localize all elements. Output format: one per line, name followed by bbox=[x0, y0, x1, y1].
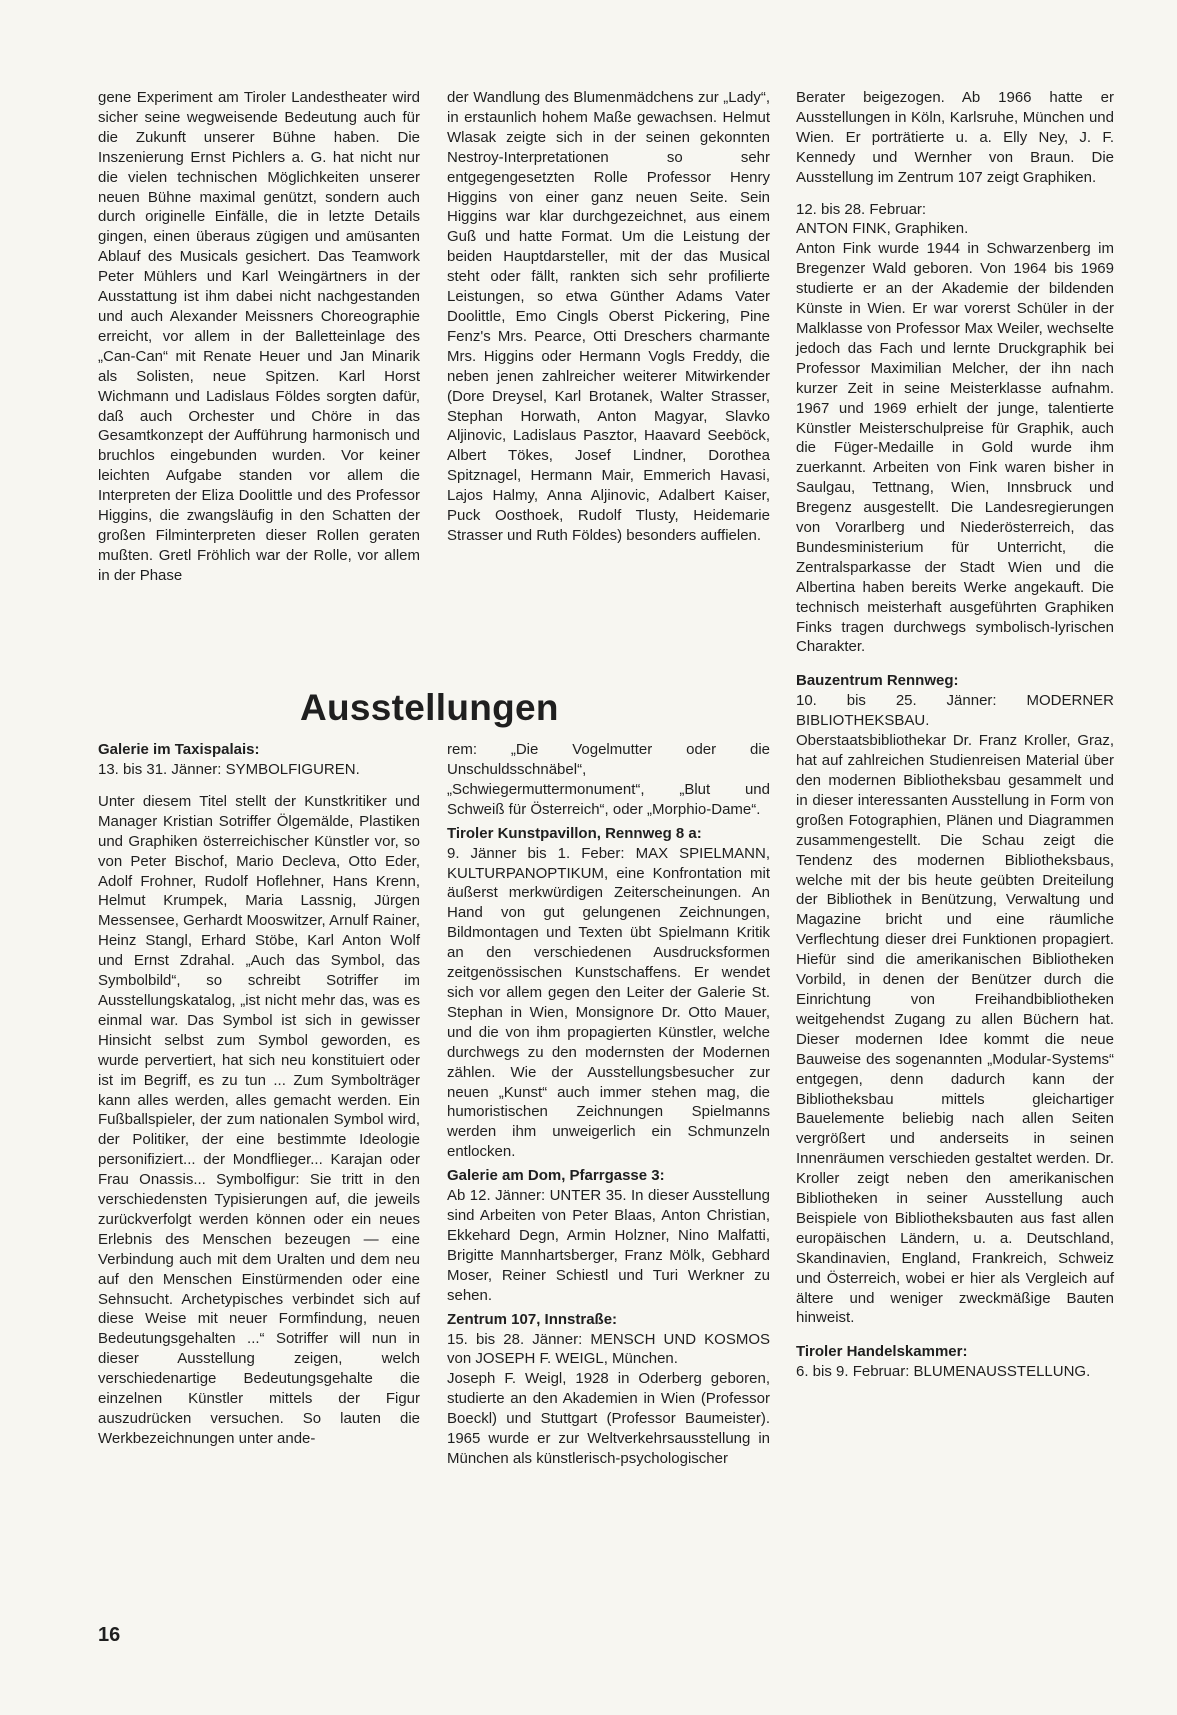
galerie-dom-body: Ab 12. Jänner: UNTER 35. In dieser Ausstellung sind Arbeiten von Peter Blaas, Anton Christian, Ekkehard Degn, Armin Holzner, Nino Malfatti, Brigitte Mannhartsberger, Franz Mölk, Gebhard Moser, Reiner Schiestl und Turi Werkner zu sehen. bbox=[447, 1187, 770, 1304]
taxispalais-dates: 13. bis 31. Jänner: SYMBOLFIGUREN. bbox=[98, 761, 360, 778]
column-1-lower bbox=[98, 740, 420, 1449]
theater-review-part-1: gene Experiment am Tiroler Landestheater wird sicher seine wegweisende Bedeutung auch für die Zukunft unserer Bühne haben. Die Inszenierung Ernst Pichlers a. G. hat nicht nur die vielen technischen Möglichkeiten unserer neuen Bühne maximal genützt, sondern auch durch originelle Einfälle, die in letzte Details gingen, einen überaus zügigen und amüsanten Ablauf des Musicals gesichert. Das Teamwork Peter Mühlers und Karl Weingärtners in der Ausstattung ist ihm dabei nicht nachgestanden und auch Alexander Meissners Choreographie erreicht, vor allem in der Balletteinlage des „Can-Can“ mit Renate Heuer und Jan Minarik als Solisten, neue Spitzen. Karl Horst Wichmann und Ladislaus Földes sorgten dafür, daß auch Orchester und Chöre in das Gesamtkonzept der Aufführung harmonisch und bruchlos eingebunden wurden. Vor keiner leichten Aufgabe standen vor allem die Interpreten der Eliza Doolittle und des Professor Higgins, die zwangsläufig in den Schatten der großen Filminterpreten dieser Rollen geraten mußten. Gretl Fröhlich war der Rolle, vor allem in der Phase bbox=[98, 89, 420, 584]
zentrum-107-dates: 15. bis 28. Jänner: MENSCH UND KOSMOS von JOSEPH F. WEIGL, München. bbox=[447, 1330, 770, 1368]
zentrum-107-body: Joseph F. Weigl, 1928 in Oderberg geboren, studierte an den Akademien in Wien (Professor Boeckl) und Stuttgart (Professor Baumeister). 1965 wurde er zur Weltverkehrsausstellung in München als künstlerisch-psychologischer bbox=[447, 1370, 770, 1467]
handelskammer-dates: 6. bis 9. Februar: BLUMENAUSSTELLUNG. bbox=[796, 1363, 1091, 1381]
kunstpavillon-heading: Tiroler Kunstpavillon, Rennweg 8 a: bbox=[447, 824, 702, 842]
column-1-top bbox=[98, 88, 420, 586]
section-headline: Ausstellungen bbox=[300, 687, 559, 728]
fink-dates: 12. bis 28. Februar: bbox=[796, 200, 927, 218]
galerie-dom-heading: Galerie am Dom, Pfarrgasse 3: bbox=[447, 1167, 665, 1185]
column-2-top bbox=[447, 88, 770, 546]
weigl-text-end: Berater beigezogen. Ab 1966 hatte er Ausstellungen in Köln, Karlsruhe, München und Wien. Er porträtierte u. a. Elly Ney, J. F. Kennedy und Wernher von Braun. Die Ausstellung im Zentrum 107 zeigt Graphiken. bbox=[796, 89, 1114, 186]
bauzentrum-body: Oberstaatsbibliothekar Dr. Franz Kroller, Graz, hat auf zahlreichen Studienreisen Material über den modernen Bibliotheksbau gesammelt und in dieser interessanten Ausstellung in Form von großen Fotographien, Plänen und Diagrammen zusammengestellt. Die Schau zeigt die Tendenz des modernen Bibliotheksbaus, welche mit der bis heute geübten Dreiteilung der Bibliothek in Benützung, Verwaltung und Magazine bricht und eine räumliche Verflechtung dieser drei Funktionen propagiert. Hiefür sind die amerikanischen Bibliotheken Vorbild, in denen der Benützer durch die Einrichtung von Freihandbibliotheken weitgehendst Zugang zu allen Büchern hat. Dieser modernen Idee kommt die neue Bauweise des sogenannten „Modular-Systems“ entgegen, denn dadurch kann der Bibliotheksbau mittels gleichartiger Bauelemente beliebig nach allen Seiten vergrößert und anderseits in seinen Innenräumen verschieden gestaltet werden. Dr. Kroller zeigt neben den amerikanischen Bibliotheken in seiner Ausstellung auch Beispiele von Bibliotheksbauten aus fast allen europäischen Ländern, u. a. Deutschland, Skandinavien, England, Frankreich, Schweiz und Österreich, wobei er hier als Vergleich auf ältere und weniger zweckmäßige Bauten hinweist. bbox=[796, 732, 1114, 1327]
column-3 bbox=[796, 88, 1114, 1382]
theater-review-part-2: der Wandlung des Blumenmädchens zur „Lady“, in erstaunlich hohem Maße gewachsen. Helmut Wlasak zeigte sich in der seinen gekonnten Nestroy-Interpretationen so sehr entgegengesetzten Rolle Professor Henry Higgins von einer ganz neuen Seite. Sein Higgins war klar durchgezeichnet, aus einem Guß und hatte Format. Um die Leistung der beiden Hauptdarsteller, mit der das Musical steht oder fällt, rankten sich sehr profilierte Leistungen, so etwa Günther Adams Vater Doolittle, Emo Cingls Oberst Pickering, Pine Fenz's Mrs. Pearce, Otti Dreschers charmante Mrs. Higgins oder Hermann Vogls Freddy, die neben jenen zahlreicher weiterer Mitwirkender (Dore Dreysel, Karl Brotanek, Walter Strasser, Stephan Horwath, Anton Magyar, Slavko Aljinovic, Ladislaus Pasztor, Haavard Seeböck, Albert Tökes, Josef Lindner, Dorothea Spitznagel, Hermann Mair, Emmerich Havasi, Lajos Halmy, Anna Aljinovic, Adalbert Kaiser, Puck Oosthoek, Rudolf Tlusty, Heidemarie Strasser und Ruth Földes) besonders auffielen. bbox=[447, 89, 770, 544]
taxispalais-body: Unter diesem Titel stellt der Kunstkritiker und Manager Kristian Sotriffer Ölgemälde, Plastiken und Graphiken österreichischer Künstler vor, so von Peter Bischof, Mario Decleva, Otto Eder, Adolf Frohner, Rudolf Hoflehner, Hans Krenn, Helmut Krumpek, Maria Lassnig, Jürgen Messensee, Gerhardt Mooswitzer, Arnulf Rainer, Heinz Stangl, Erhard Stöbe, Karl Anton Wolf und Ernst Zdrahal. „Auch das Symbol, das Symbolbild“, so schreibt Sotriffer im Ausstellungskatalog, „ist nicht mehr das, was es einmal war. Das Symbol ist sich in gewisser Hinsicht selbst zum Symbol geworden, es wurde pervertiert, hat sich neu konstituiert oder ist im Begriff, es zu tun ... Zum Symbolträger kann alles werden, alles gemacht werden. Ein Fußballspieler, der zum nationalen Symbol wird, der Politiker, der eine bestimmte Ideologie personifiziert... der Mondflieger... Karajan oder Frau Onassis... Symbolfigur: Sie tritt in den verschiedensten Typisierungen auf, die jeweils zurückverfolgt werden können oder ein neues Erlebnis des Menschen bezeugen — eine Verbindung auch mit dem Uralten und dem neu auf den Menschen Einstürmenden oder eine Sehnsucht. Archetypisches verbindet sich auf diese Weise mit neuer Formfindung, neuen Bedeutungsgehalten ...“ Sotriffer will nun in dieser Ausstellung zeigen, welch verschiedenartige Bedeutungsgehalte die einzelnen Künstler mittels der Figur auszudrücken versuchen. So lauten die Werkbezeichnungen unter ande- bbox=[98, 792, 420, 1447]
fink-body: Anton Fink wurde 1944 in Schwarzenberg im Bregenzer Wald geboren. Von 1964 bis 1969 studierte er an der Akademie der bildenden Künste in Wien. Er war vorerst Schüler in der Malklasse von Professor Max Weiler, wechselte jedoch das Fach und lernte Druckgraphik bei Professor Maximilian Melcher, der ihn nach kurzer Zeit in seine Meisterklasse aufnahm. 1967 und 1969 erhielt der junge, talentierte Künstler Meisterschulpreise für Graphik, auch die Füger-Medaille in Gold wurde ihm zuerkannt. Arbeiten von Fink waren bisher in Saulgau, Tettnang, Wien, Innsbruck und Bregenz ausgestellt. Die Landesregierungen von Vorarlberg und Niederösterreich, das Bundesministerium für Unterricht, die Zentralsparkasse der Stadt Wien und die Albertina haben bereits Werke angekauft. Die technisch meisterhaft ausgeführten Graphiken Finks tragen durchwegs symbolisch-lyrischen Charakter. bbox=[796, 240, 1114, 656]
bauzentrum-heading: Bauzentrum Rennweg: bbox=[796, 672, 959, 690]
taxispalais-continued: rem: „Die Vogelmutter oder die Unschuldsschnäbel“, „Schwiegermuttermonument“, „Blut und Schweiß für Österreich“, oder „Morphio-Dame“. bbox=[447, 741, 770, 818]
fink-title: ANTON FINK, Graphiken. bbox=[796, 220, 969, 238]
taxispalais-heading: Galerie im Taxispalais: bbox=[98, 741, 260, 758]
kunstpavillon-body: 9. Jänner bis 1. Feber: MAX SPIELMANN, KULTURPANOPTIKUM, eine Konfrontation mit äußerst merkwürdigen Zeiterscheinungen. An Hand von gut gelungenen Zeichnungen, Bildmontagen und Texten übt Spielmann Kritik an den verschiedenen Ausdrucksformen zeitgenössischen Kunstschaffens. Er wendet sich vor allem gegen den Leiter der Galerie St. Stephan in Wien, Monsignore Dr. Otto Mauer, und die von ihm propagierten Künstler, welche durchwegs zu den modernsten der Modernen zählen. Wie der Ausstellungsbesucher zur neuen „Kunst“ auch immer stehen mag, die humoristischen Zeichnungen Spielmanns werden ihm unweigerlich ein Schmunzeln entlocken. bbox=[447, 844, 770, 1161]
bauzentrum-dates: 10. bis 25. Jänner: MODERNER BIBLIOTHEKSBAU. bbox=[796, 692, 1114, 730]
page-number: 16 bbox=[98, 1624, 121, 1646]
column-2-lower bbox=[447, 740, 770, 1469]
zentrum-107-heading: Zentrum 107, Innstraße: bbox=[447, 1310, 618, 1328]
handelskammer-heading: Tiroler Handelskammer: bbox=[796, 1343, 968, 1361]
